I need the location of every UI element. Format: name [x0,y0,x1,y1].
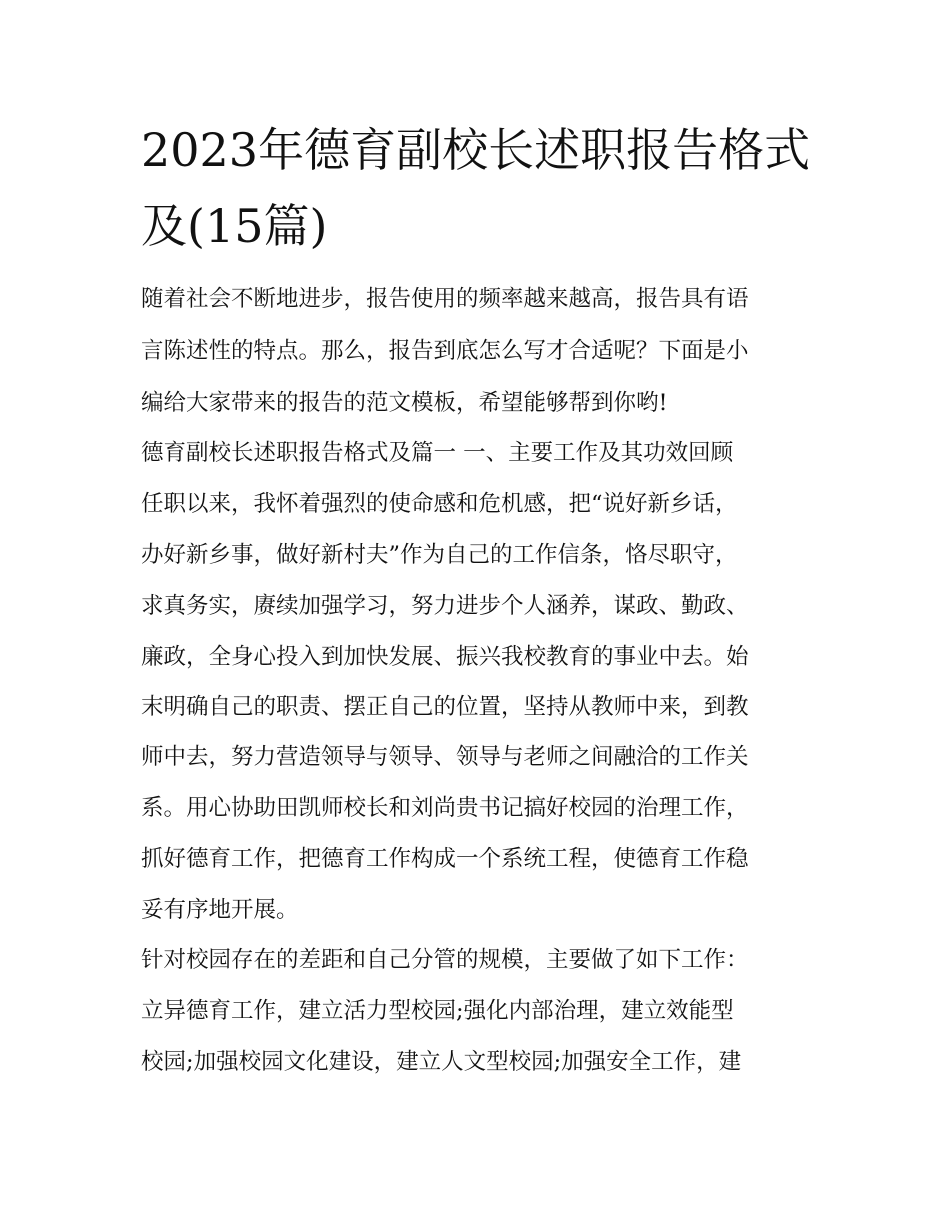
paragraph-line: 廉政，全身心投入到加快发展、振兴我校教育的事业中去。始 [141,644,749,670]
paragraph-line: 抓好德育工作，把德育工作构成一个系统工程，使德育工作稳 [141,846,749,872]
paragraph-line: 师中去，努力营造领导与领导、领导与老师之间融洽的工作关 [141,744,749,770]
paragraph-line: 校园;加强校园文化建设，建立人文型校园;加强安全工作，建 [141,1049,742,1075]
paragraph-line: 针对校园存在的差距和自己分管的规模，主要做了如下工作： [141,947,749,973]
title-line-2: 及(15篇) [141,199,328,253]
paragraph-line: 随着社会不断地进步，报告使用的频率越来越高，报告具有语 [141,286,749,312]
paragraph-line: 系。用心协助田凯师校长和刘尚贵书记搞好校园的治理工作， [141,795,749,821]
paragraph-line: 末明确自己的职责、摆正自己的位置，坚持从教师中来，到教 [141,694,749,720]
paragraph-line: 任职以来，我怀着强烈的使命感和危机感，把“说好新乡话， [141,491,738,517]
paragraph-line: 德育副校长述职报告格式及篇一 一、主要工作及其功效回顾 [141,440,734,466]
paragraph-line: 言陈述性的特点。那么，报告到底怎么写才合适呢？下面是小 [141,338,749,364]
paragraph-line: 编给大家带来的报告的范文模板，希望能够帮到你哟! [141,390,668,416]
paragraph-line: 求真务实，赓续加强学习，努力进步个人涵养，谋政、勤政、 [141,593,749,619]
document-title [141,112,821,264]
paragraph-line: 妥有序地开展。 [141,897,299,923]
paragraph-line: 办好新乡事，做好新村夫”作为自己的工作信条，恪尽职守， [141,542,738,568]
paragraph-line: 立异德育工作，建立活力型校园;强化内部治理，建立效能型 [141,998,734,1024]
title-line-1: 2023年德育副校长述职报告格式 [141,123,811,177]
